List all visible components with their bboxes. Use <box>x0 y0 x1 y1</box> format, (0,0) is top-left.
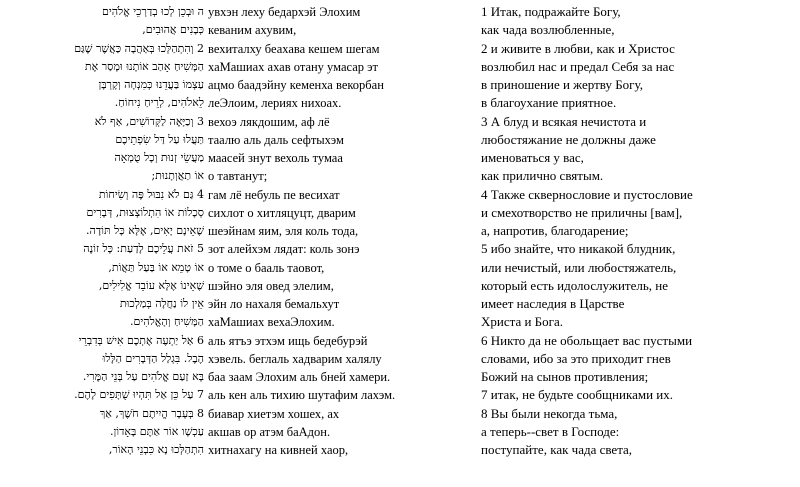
translit-line: таалю аль даль сефтыхэм <box>208 132 344 147</box>
translit-line: вехиталху беахава кешем шегам <box>208 41 380 56</box>
russian-line: поступайте, как чада света, <box>481 442 633 457</box>
translit-line: аль ятъэ этхэм ищь бедебурэй <box>208 333 368 348</box>
hebrew-line: שֶׁאֵינָם יָאִים, אֶלָּא כָּל תּוֹדָה. <box>86 224 204 237</box>
hebrew-line: 8 בְּעָבָר הֱיִיתֶם חֹשֶׁךְ, אַךְ <box>99 406 204 420</box>
hebrew-line: 6 אַל יַתְעֶה אֶתְכֶם אִישׁ בְּדִבְרֵי <box>78 333 204 347</box>
russian-line: любостяжание не должны даже <box>481 131 656 147</box>
russian-line: 1 Итак, подражайте Богу, <box>481 4 621 19</box>
translit-line: акшав ор атэм баАдон. <box>208 424 331 439</box>
russian-line: 3 А блуд и всякая нечистота и <box>481 113 647 129</box>
translit-line: хаМашиах вехаЭлохим. <box>208 315 335 330</box>
hebrew-line: עַכְשָׁו אוֹר אַתֶּם בָּאָדוֹן. <box>110 424 204 438</box>
translit-line: биавар хиетэм хошех, ах <box>208 406 340 421</box>
translit-line: о томе о бааль таовот, <box>208 260 325 275</box>
russian-line: Христа и Бога. <box>481 314 563 330</box>
hebrew-line: תַּעֲלוּ עַל דַּל שִׂפְתֵיכֶם <box>115 132 204 146</box>
hebrew-line: אֵין לוֹ נַחֲלָה בְּמַלְכוּת <box>119 297 204 310</box>
hebrew-line: הֶבֶל. בִּגְלַל הַדְּבָרִים הַלָּלוּ <box>102 351 204 365</box>
hebrew-line: עַצְמוֹ בַּעֲדֵנוּ כְּמִנְחָה וְקָרְבָּן <box>98 78 204 91</box>
russian-line: возлюбил нас и предал Себя за нас <box>481 58 675 74</box>
russian-line: 7 итак, не будьте сообщниками их. <box>481 387 673 403</box>
translit-line: леЭлоим, лериях нихоах. <box>208 96 342 111</box>
translit-line: о тавтанут; <box>208 169 268 184</box>
hebrew-line: סְכָלוֹת אוֹ הִתְלוֹצְצוּת, דְּבָרִים <box>86 205 204 219</box>
translit-line: аль кен аль тихию шутафим лахэм. <box>208 388 396 403</box>
hebrew-line: 2 וְהִתְהַלְּכוּ בְּאַהֲבָה כַּאֲשֶׁר שֶׁגַּם <box>74 41 204 55</box>
translit-line: шеэйнам яим, эля коль тода, <box>208 224 359 238</box>
hebrew-line: 5 זֹאת עֲלֵיכֶם לָדַעַת: כָּל זוֹנֶה <box>83 242 204 256</box>
hebrew-line: 7 עַל כֵּן אַל תִּהְיוּ שֻׁתָּפִים לָהֶם. <box>74 388 204 402</box>
hebrew-line: הִתְהַלְּכוּ נָא כִּבְנֵי הָאוֹר, <box>108 443 204 456</box>
russian-line: который есть идолослужитель, не <box>481 277 668 293</box>
translit-line: шэйно эля овед элелим, <box>208 278 334 293</box>
translit-line: вехоэ лякдошим, аф лё <box>208 114 330 129</box>
translit-line: увхэн леху бедархэй Элохим <box>208 5 361 19</box>
hebrew-line: בָּא זַעַם אֱלֹהִים עַל בְּנֵי הַמֶּרִי. <box>82 370 204 383</box>
russian-line: 4 Также сквернословие и пустословие <box>481 186 693 202</box>
transliteration-column <box>208 3 438 459</box>
translit-line: кеваним ахувим, <box>208 23 297 38</box>
hebrew-line: שֶׁאֵינוֹ אֶלָּא עוֹבֵד אֱלִילִים, <box>98 278 204 292</box>
russian-line: словами, ибо за это приходит гнев <box>481 350 671 366</box>
hebrew-line: הַמָּשִׁיחַ אָהַב אוֹתָנוּ וּמָסַר אֶת <box>84 59 204 73</box>
russian-line: в благоухание приятное. <box>481 95 617 111</box>
hebrew-line: כְּבָנִים אֲהוּבִים, <box>142 23 204 37</box>
russian-line: именоваться у вас, <box>481 150 584 165</box>
russian-line: Божий на сынов противления; <box>481 369 649 384</box>
russian-line: а, напротив, благодарение; <box>481 223 629 238</box>
hebrew-line: מַעֲשֵׂי זְנוּת וְכָל טֻמְאָה <box>114 151 204 164</box>
translit-line: хаМашиах ахав отану умасар эт <box>208 59 378 74</box>
hebrew-line: 4 גַּם לֹא נִבּוּל פֶּה וְשִׂיחוֹת <box>98 187 204 201</box>
russian-line: или нечистый, или любостяжатель, <box>481 259 677 275</box>
russian-line: в приношение и жертву Богу, <box>481 77 643 92</box>
russian-column <box>481 3 799 459</box>
russian-line: как прилично святым. <box>481 168 604 184</box>
hebrew-line: הַמָּשִׁיחַ וְהָאֱלֹהִים. <box>130 315 204 329</box>
hebrew-line: ה וּבְכֵן לְכוּ בְדַרְכֵי אֱלֹהִים <box>101 5 204 18</box>
russian-line: 8 Вы были некогда тьма, <box>481 405 618 421</box>
translit-line: баа заам Элохим аль бней хамери. <box>208 370 391 384</box>
hebrew-line: אוֹ טָמֵא אוֹ בַּעַל תַּאֲוֹת, <box>108 260 204 274</box>
translit-line: хэвель. беглаль хадварим халялу <box>208 351 382 366</box>
translit-line: маасей знут вехоль тумаа <box>208 151 343 165</box>
russian-line: 5 ибо знайте, что никакой блудник, <box>481 241 676 257</box>
hebrew-line: 3 וְכַיָּאֶה לַקְּדוֹשִׁים, אַף לֹא <box>94 114 204 128</box>
russian-line: как чада возлюбленные, <box>481 22 615 38</box>
translit-line: гам лё небуль пе весихат <box>208 187 340 202</box>
translit-line: эйн ло нахаля бемальхут <box>208 297 340 311</box>
hebrew-line: לֵאלֹהִים, לְרֵיחַ נִיחוֹחַ. <box>114 96 204 110</box>
hebrew-column <box>40 3 204 459</box>
russian-line: 6 Никто да не обольщает вас пустыми <box>481 332 693 348</box>
russian-line: и смехотворство не приличны [вам], <box>481 204 683 220</box>
russian-line: 2 и живите в любви, как и Христос <box>481 40 675 56</box>
translit-line: зот алейхэм лядат: коль зонэ <box>208 242 360 257</box>
translit-line: хитнахагу на кивней хаор, <box>208 443 349 457</box>
translit-line: сихлот о хитляцуцт, дварим <box>208 205 356 220</box>
russian-line: имеет наследия в Царстве <box>481 296 625 311</box>
translit-line: ацмо баадэйну кеменха векорбан <box>208 78 384 92</box>
hebrew-line: אוֹ תַאֲוְתָנוּת; <box>151 169 204 183</box>
russian-line: а теперь--свет в Господе: <box>481 423 620 439</box>
